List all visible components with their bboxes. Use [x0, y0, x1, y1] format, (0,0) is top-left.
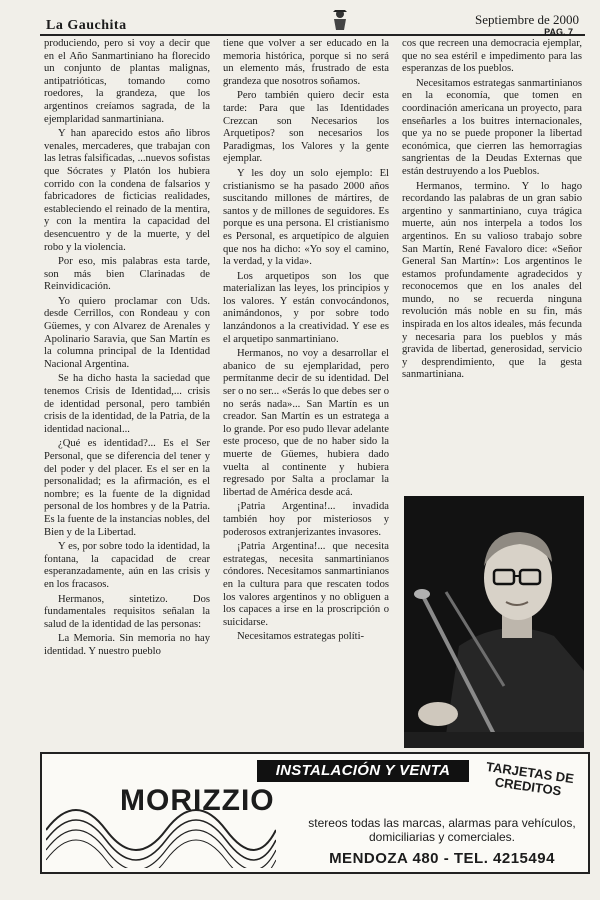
paragraph: Y es, por sobre todo la identidad, la fontana, la capacidad de crear esperanzadamente, aún en las crisis y en los fracasos. [44, 541, 210, 590]
advertisement [40, 752, 590, 874]
ad-brand-name: MORIZZIO [120, 784, 275, 817]
paragraph: Se ha dicho hasta la saciedad que tenemos Crisis de Identidad,... crisis de identidad personal, pero también crisis de la identidad, de la Patria, de la identidad nacional... [44, 373, 210, 435]
article-column-2 [223, 38, 389, 743]
page-header [40, 8, 585, 36]
ad-address-phone: MENDOZA 480 - TEL. 4215494 [329, 850, 555, 867]
paragraph: Necesitamos estrategas sanmartinianos en la economía, que tomen en coordinación americana un proyecto, para enseñarles a los buitres internacionales, que ya no se puede proponer la libertad económica, que cierren las hemorragias sangrientas de la Deudas Externas que están destruyendo a los Pueblos. [402, 77, 582, 177]
paragraph: ¿Qué es identidad?... Es el Ser Personal, que se diferencia del tener y del poder y del placer. Es el ser en la personalidad; es la afirmación, es el nombre; es la fuente de la dignidad personal de los hombres y de la Patria. Es la fuente de la instancias nobles, del Bien y de la Libertad. [44, 438, 210, 538]
paragraph: Pero también quiero decir esta tarde: Para que las Identidades Crezcan son Necesarios los Arquetipos? son necesarios los Paradigmas, los Valores y la gente ejemplar. [223, 90, 389, 165]
paragraph: Por eso, mis palabras esta tarde, son más bien Clarinadas de Reinvidicación. [44, 256, 210, 293]
article-column-3 [402, 38, 582, 493]
speaker-photo [404, 496, 584, 748]
paragraph: Y han aparecido estos año libros venales, mercaderes, que trabajan con las letras falsificadas, ...nuevos sofistas que Sócrates y Platón los hubiera corrido con la condena de falsarios y fabricadores de ficticias realidades, estableciendo el reinado de la mentira, y con la mentira la capacidad del desencuentro y de la muerte, y del robo y la violencia. [44, 128, 210, 253]
article-column-1 [44, 38, 210, 743]
page-number: PAG. 7 [544, 27, 573, 37]
speaker-at-microphone-image [404, 496, 584, 748]
paragraph: ¡Patria Argentina!... invadida también hoy por misteriosos y poderosos extranjerizantes invasores. [223, 501, 389, 538]
paragraph: Hermanos, no voy a desarrollar el abanico de su ejemplaridad, pero permítanme decir de su identidad. Del ser o no ser... «Serás lo que debes ser o no serás nada»... San Martín es un creador. San Martín es un estratega a lo grande. Por eso pudo llevar adelante este proceso, que de no haber sido la muerte de Güemes, hubiera dado vuelta al continente y hubiera regresado por Salta a proclamar la libertad de América desde acá. [223, 348, 389, 498]
paragraph: Necesitamos estrategas políti- [237, 631, 365, 643]
paragraph: produciendo, pero si voy a decir que en el Año Sanmartiniano ha florecido un conjunto de plantas malignas, antipatrióticas, tomando como roedores, la grandeza, que los argentinos creíamos sagrada, de la ejemplaridad sanmartiniana. [44, 38, 210, 125]
paragraph: Y les doy un solo ejemplo: El cristianismo se ha pasado 2000 años suscitando millones de mártires, de santos y de millones de seguidores. Es porque es una persona. El cristianismo es Personal, es arquetípico de alguien que nos ha dicho: «Yo soy el camino, la verdad, y la vida». [223, 167, 389, 268]
paragraph: ¡Patria Argentina!... que necesita estrategas, necesita sanmartinianos cóndores. Necesitamos sanmartinianos en la cultura para que rescaten todos los valores argentinos y no obliguen a los capaces a irse en la proscripción o suicidarse. [223, 541, 389, 628]
paragraph: La Memoria. Sin memoria no hay identidad. Y nuestro pueblo [44, 633, 210, 657]
ad-credit-cards: TARJETAS DE CREDITOS [485, 758, 575, 799]
paragraph: Los arquetipos son los que materializan las leyes, los principios y los valores. Y están convocándonos, animándonos, y por sobre todo lanzándonos a la creatividad. Y ese es el arquetipo sanmartiniano. [223, 270, 389, 345]
paragraph: Yo quiero proclamar con Uds. desde Cerrillos, con Rondeau y con Güemes, y con Alvarez de Arenales y Apolinario Saravia, que San Martín es la columna principal de la Identidad Nacional Argentina. [44, 295, 210, 370]
issue-date: Septiembre de 2000 [475, 12, 579, 27]
paragraph: cos que recreen una democracia ejemplar, que no sea estéril e impedimento para las esperanzas de los pueblos. [402, 38, 582, 75]
gaucho-logo-icon [330, 8, 350, 34]
paragraph: Hermanos, termino. Y lo hago recordando las palabras de un gran sabio argentino y sanmartiniano, cuya trágica muerte, aún nos interpela a todos los argentinos. En su valioso trabajo sobre San Martín, René Favaloro dice: «Señor General San Martín»: Los argentinos le estamos profundamente agradecidos y reconocemos que en los anales del mundo, no se recuerda ninguna revolución más noble en su fin, más inspirada en los altos ideales, más fecunda y necesaria para los pueblos y más gravida de libertad, generosidad, servicio y desprendimiento, que la gesta sanmartiniana. [402, 180, 582, 381]
publication-title: La Gauchita [46, 18, 127, 33]
paragraph: tiene que volver a ser educado en la memoria histórica, porque si no será un elemento más, frustrado de esta grandeza que nosotros soñamos. [223, 38, 389, 87]
paragraph: Hermanos, sintetizo. Dos fundamentales requisitos señalan la salud de la identidad de las personas: [44, 593, 210, 630]
ad-description: stereos todas las marcas, alarmas para vehículos, domiciliarias y comerciales. [308, 816, 576, 844]
ad-banner: INSTALACIÓN Y VENTA [257, 760, 469, 782]
